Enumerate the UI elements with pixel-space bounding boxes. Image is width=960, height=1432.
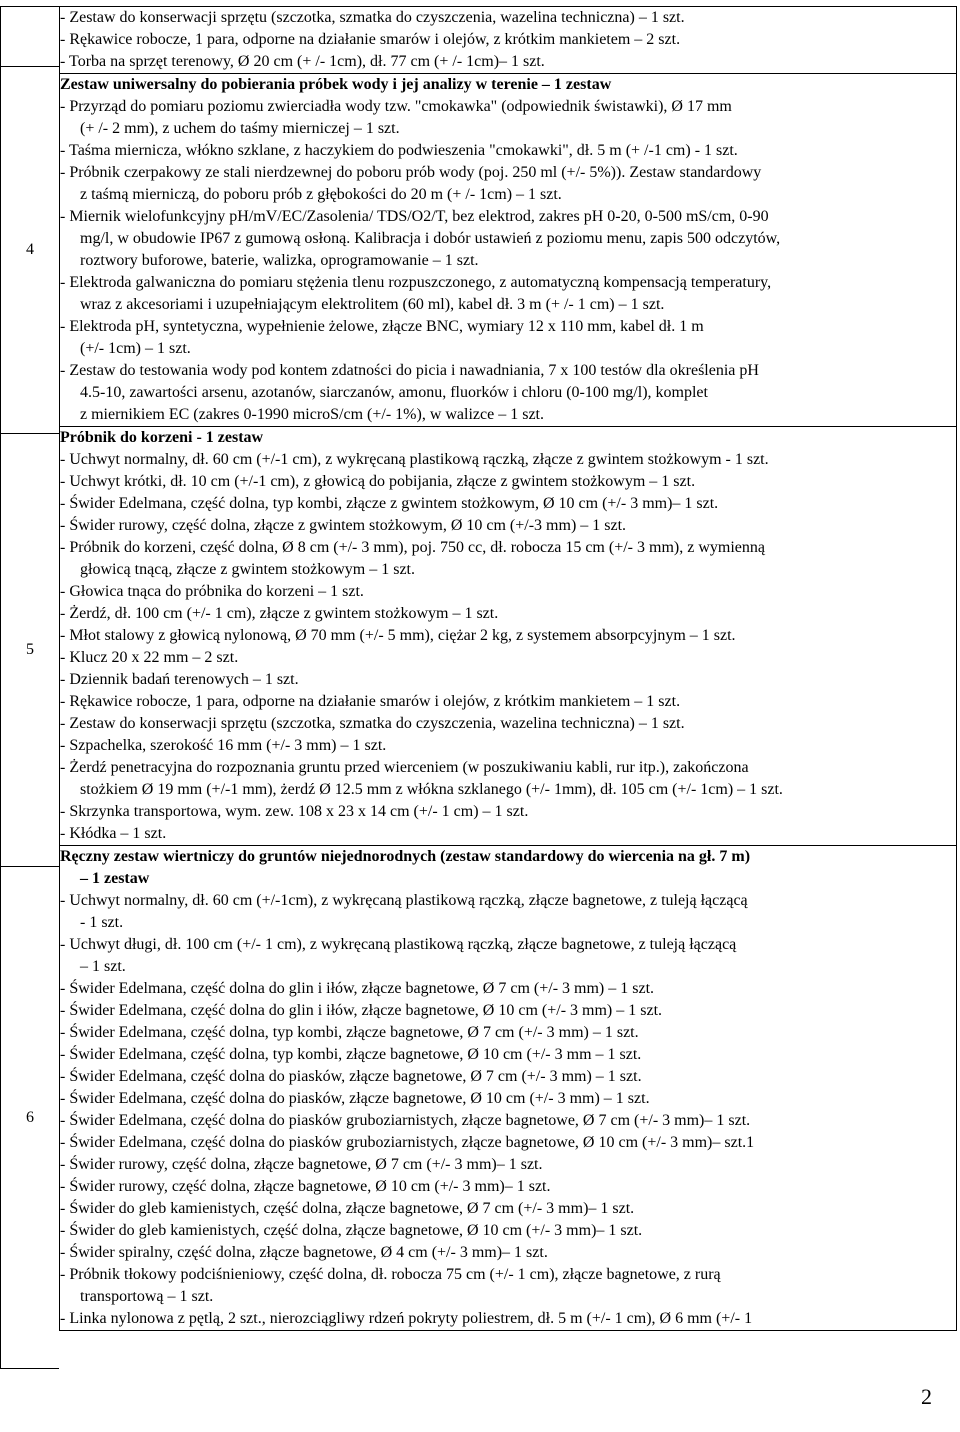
list-item: głowicą tnącą, złącze z gwintem stożkowym – 1 szt. bbox=[80, 561, 415, 578]
list-item: - 1 szt. bbox=[80, 914, 124, 931]
list-item: wraz z akcesoriami i uzupełniającym elektrolitem (60 ml), kabel dł. 3 m (+ /- 1 cm) – 1 szt. bbox=[80, 296, 665, 313]
list-item: stożkiem Ø 19 mm (+/-1 mm), żerdź Ø 12.5 mm z włókna szklanego (+/- 1mm), dł. 105 cm (+/- 1cm) – 1 szt. bbox=[80, 781, 783, 798]
page-number: 2 bbox=[921, 1384, 932, 1409]
list-item: roztwory buforowe, baterie, walizka, oprogramowanie – 1 szt. bbox=[80, 252, 479, 269]
list-item: - Szpachelka, szerokość 16 mm (+/- 3 mm) – 1 szt. bbox=[60, 737, 387, 754]
list-item: - Taśma miernicza, włókno szklane, z haczykiem do podwieszenia "cmokawki", dł. 5 m (+ /-1 cm) - 1 szt. bbox=[60, 142, 738, 159]
item-description-cell bbox=[60, 74, 957, 427]
table-row bbox=[60, 427, 957, 846]
list-item: - Żerdź, dł. 100 cm (+/- 1 cm), złącze z gwintem stożkowym – 1 szt. bbox=[60, 605, 499, 622]
item-description-cell bbox=[60, 7, 957, 74]
item-description-cell bbox=[60, 846, 957, 1331]
row-number-cell bbox=[0, 67, 59, 434]
list-item: - Elektroda galwaniczna do pomiaru stężenia tlenu rozpuszczonego, z automatyczną kompensacją temperatury, bbox=[60, 274, 772, 291]
row-number: 5 bbox=[26, 641, 34, 658]
list-item: - Skrzynka transportowa, wym. zew. 108 x 23 x 14 cm (+/- 1 cm) – 1 szt. bbox=[60, 803, 529, 820]
list-item: (+/- 1cm) – 1 szt. bbox=[80, 340, 191, 357]
row-number: 4 bbox=[26, 241, 34, 258]
list-item: - Dziennik badań terenowych – 1 szt. bbox=[60, 671, 299, 688]
list-item: - Zestaw do testowania wody pod kontem zdatności do picia i nawadniania, 7 x 100 testów dla określenia pH bbox=[60, 362, 759, 379]
list-item: - Młot stalowy z głowicą nylonową, Ø 70 mm (+/- 5 mm), ciężar 2 kg, z systemem absorpcyjnym – 1 szt. bbox=[60, 627, 736, 644]
list-item: - Żerdź penetracyjna do rozpoznania gruntu przed wierceniem (w poszukiwaniu kabli, rur itp.), zakończona bbox=[60, 759, 749, 776]
list-item: - Świder rurowy, część dolna, złącze z gwintem stożkowym, Ø 10 cm (+/-3 mm) – 1 szt. bbox=[60, 517, 627, 534]
row-number: 6 bbox=[26, 1108, 34, 1126]
table-row bbox=[60, 7, 957, 74]
list-item: - Uchwyt normalny, dł. 60 cm (+/-1 cm), z wykręcaną plastikową rączką, złącze z gwintem stożkowym - 1 szt. bbox=[60, 451, 769, 468]
list-item: - Kłódka – 1 szt. bbox=[60, 825, 167, 842]
list-item: - Linka nylonowa z pętlą, 2 szt., nierozciągliwy rdzeń pokryty poliestrem, dł. 5 m (+/- 1 cm), Ø 6 mm (+/- 1 bbox=[60, 1310, 753, 1327]
list-item: - Głowica tnąca do próbnika do korzeni – 1 szt. bbox=[60, 583, 364, 600]
list-item: – 1 szt. bbox=[80, 958, 126, 975]
list-item: - Świder rurowy, część dolna, złącze bagnetowe, Ø 10 cm (+/- 3 mm)– 1 szt. bbox=[60, 1178, 551, 1195]
list-item: - Rękawice robocze, 1 para, odporne na działanie smarów i olejów, z krótkim mankietem – 2 szt. bbox=[60, 31, 681, 48]
list-item: - Próbnik do korzeni, część dolna, Ø 8 cm (+/- 3 mm), poj. 750 cc, dł. robocza 15 cm (+/- 3 mm), z wymienną bbox=[60, 539, 765, 556]
section-heading: – 1 zestaw bbox=[80, 870, 150, 887]
row-number-cell bbox=[0, 434, 59, 867]
list-item: - Uchwyt krótki, dł. 10 cm (+/-1 cm), z głowicą do pobijania, złącze z gwintem stożkowym – 1 szt. bbox=[60, 473, 696, 490]
row-number-cell bbox=[0, 867, 59, 1369]
list-item: - Świder do gleb kamienistych, część dolna, złącze bagnetowe, Ø 10 cm (+/- 3 mm)– 1 szt. bbox=[60, 1222, 643, 1239]
specification-table bbox=[59, 6, 957, 1331]
list-item: - Rękawice robocze, 1 para, odporne na działanie smarów i olejów, z krótkim mankietem – 1 szt. bbox=[60, 693, 681, 710]
list-item: - Świder Edelmana, część dolna do glin i iłów, złącze bagnetowe, Ø 10 cm (+/- 3 mm) – 1 szt. bbox=[60, 1002, 663, 1019]
list-item: - Uchwyt długi, dł. 100 cm (+/- 1 cm), z wykręcaną plastikową rączką, złącze bagnetowe, z tuleją łączącą bbox=[60, 936, 737, 953]
list-item: - Świder Edelmana, część dolna do piasków, złącze bagnetowe, Ø 10 cm (+/- 3 mm) – 1 szt. bbox=[60, 1090, 650, 1107]
list-item: - Zestaw do konserwacji sprzętu (szczotka, szmatka do czyszczenia, wazelina techniczna) – 1 szt. bbox=[60, 9, 685, 26]
table-row bbox=[60, 74, 957, 427]
row-number-cell bbox=[0, 6, 59, 67]
list-item: - Świder Edelmana, część dolna do glin i iłów, złącze bagnetowe, Ø 7 cm (+/- 3 mm) – 1 szt. bbox=[60, 980, 655, 997]
list-item: - Świder Edelmana, część dolna, typ kombi, złącze bagnetowe, Ø 7 cm (+/- 3 mm) – 1 szt. bbox=[60, 1024, 639, 1041]
list-item: (+ /- 2 mm), z uchem do taśmy mierniczej – 1 szt. bbox=[80, 120, 400, 137]
list-item: - Świder Edelmana, część dolna do piasków gruboziarnistych, złącze bagnetowe, Ø 7 cm (+/- 3 mm)– 1 szt. bbox=[60, 1112, 751, 1129]
list-item: z taśmą mierniczą, do poboru prób z głębokości do 20 m (+ /- 1cm) – 1 szt. bbox=[80, 186, 562, 203]
list-item: z miernikiem EC (zakres 0-1990 microS/cm (+/- 1%), w walizce – 1 szt. bbox=[80, 406, 544, 423]
list-item: transportową – 1 szt. bbox=[80, 1288, 214, 1305]
list-item: - Przyrząd do pomiaru poziomu zwierciadła wody tzw. "cmokawka" (odpowiednik świstawki), Ø 17 mm bbox=[60, 98, 732, 115]
list-item: - Próbnik czerpakowy ze stali nierdzewnej do poboru prób wody (poj. 250 ml (+/- 5%)). Zestaw standardowy bbox=[60, 164, 762, 181]
list-item: - Torba na sprzęt terenowy, Ø 20 cm (+ /- 1cm), dł. 77 cm (+ /- 1cm)– 1 szt. bbox=[60, 53, 545, 70]
list-item: - Świder do gleb kamienistych, część dolna, złącze bagnetowe, Ø 7 cm (+/- 3 mm)– 1 szt. bbox=[60, 1200, 635, 1217]
section-heading: Ręczny zestaw wiertniczy do gruntów niejednorodnych (zestaw standardowy do wiercenia na gł. 7 m) bbox=[60, 848, 751, 865]
section-heading: Zestaw uniwersalny do pobierania próbek wody i jej analizy w terenie – 1 zestaw bbox=[60, 76, 612, 93]
table-row bbox=[60, 846, 957, 1331]
list-item: - Świder spiralny, część dolna, złącze bagnetowe, Ø 4 cm (+/- 3 mm)– 1 szt. bbox=[60, 1244, 548, 1261]
list-item: 4.5-10, zawartości arsenu, azotanów, siarczanów, amonu, fluorków i chloru (0-100 mg/l), komplet bbox=[80, 384, 708, 401]
row-number-column bbox=[0, 6, 59, 1369]
list-item: - Świder Edelmana, część dolna do piasków, złącze bagnetowe, Ø 7 cm (+/- 3 mm) – 1 szt. bbox=[60, 1068, 642, 1085]
list-item: - Świder Edelmana, część dolna, typ kombi, złącze z gwintem stożkowym, Ø 10 cm (+/- 3 mm)– 1 szt. bbox=[60, 495, 719, 512]
list-item: - Zestaw do konserwacji sprzętu (szczotka, szmatka do czyszczenia, wazelina techniczna) – 1 szt. bbox=[60, 715, 685, 732]
list-item: - Elektroda pH, syntetyczna, wypełnienie żelowe, złącze BNC, wymiary 12 x 110 mm, kabel dł. 1 m bbox=[60, 318, 704, 335]
section-heading: Próbnik do korzeni - 1 zestaw bbox=[60, 429, 264, 446]
list-item: - Klucz 20 x 22 mm – 2 szt. bbox=[60, 649, 239, 666]
list-item: - Świder Edelmana, część dolna do piasków gruboziarnistych, złącze bagnetowe, Ø 10 cm (+/- 3 mm)– szt.1 bbox=[60, 1134, 755, 1151]
list-item: - Świder rurowy, część dolna, złącze bagnetowe, Ø 7 cm (+/- 3 mm)– 1 szt. bbox=[60, 1156, 543, 1173]
item-description-cell bbox=[60, 427, 957, 846]
list-item: - Świder Edelmana, część dolna, typ kombi, złącze bagnetowe, Ø 10 cm (+/- 3 mm – 1 szt. bbox=[60, 1046, 642, 1063]
list-item: mg/l, w obudowie IP67 z gumową osłoną. Kalibracja i dobór ustawień z poziomu menu, zapis 500 odczytów, bbox=[80, 230, 781, 247]
list-item: - Uchwyt normalny, dł. 60 cm (+/-1cm), z wykręcaną plastikową rączką, złącze bagnetowe, z tuleją łączącą bbox=[60, 892, 748, 909]
list-item: - Miernik wielofunkcyjny pH/mV/EC/Zasolenia/ TDS/O2/T, bez elektrod, zakres pH 0-20, 0-500 mS/cm, 0-90 bbox=[60, 208, 769, 225]
list-item: - Próbnik tłokowy podciśnieniowy, część dolna, dł. robocza 75 cm (+/- 1 cm), złącze bagnetowe, z rurą bbox=[60, 1266, 721, 1283]
